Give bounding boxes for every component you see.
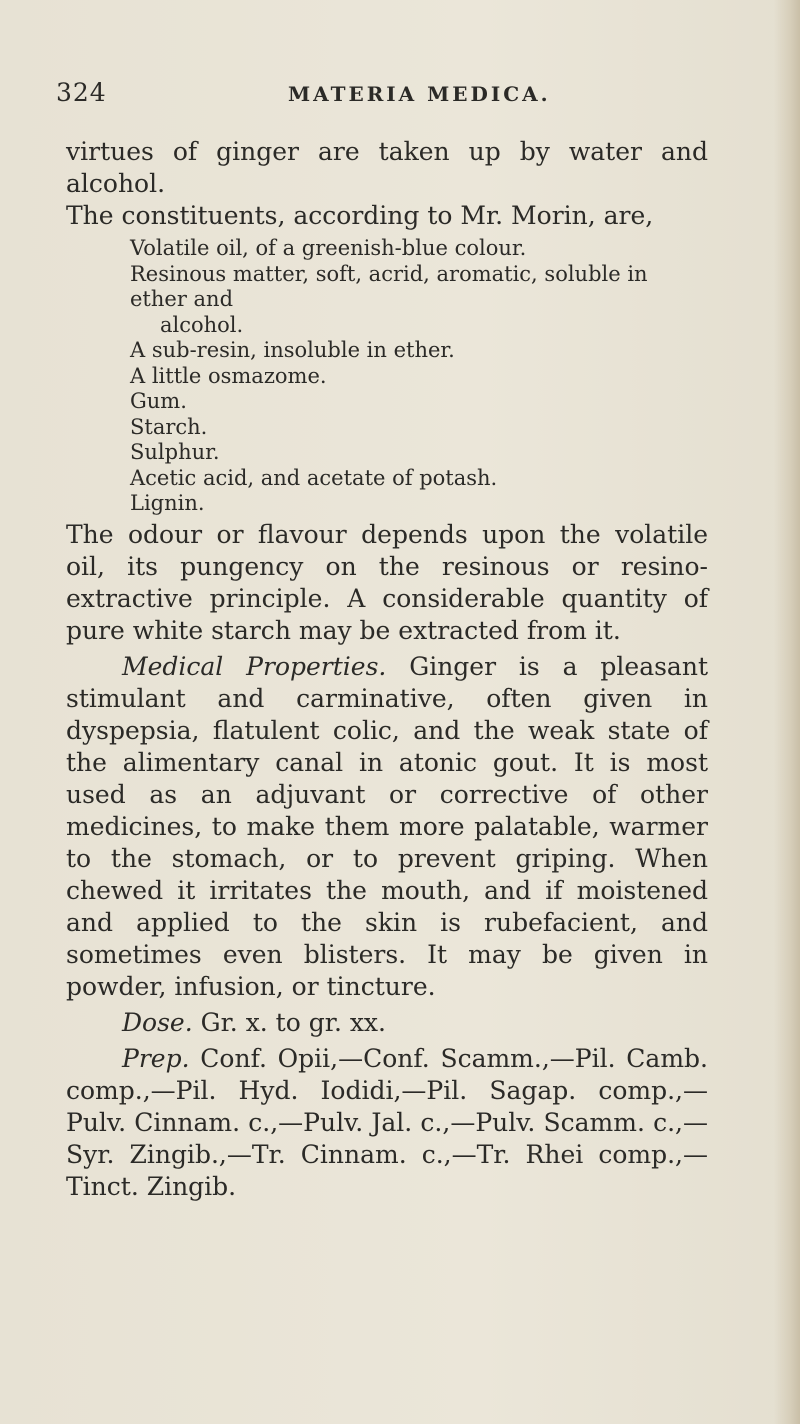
constituents-list: [130, 236, 708, 517]
list-item: A sub-resin, insoluble in ether.: [130, 338, 455, 362]
prep-text: Conf. Opii,—Conf. Scamm.,—Pil. Camb. comp.,—Pil. Hyd. Iodidi,—Pil. Sagap. comp.,—Pulv. Cinnam. c.,—Pulv. Jal. c.,—Pulv. Scamm. c.,—Syr. Zingib.,—Tr. Cinnam. c.,—Tr. Rhei comp.,—Tinct. Zingib.: [66, 1043, 708, 1201]
body-text: [66, 136, 708, 1203]
medical-properties-text: Ginger is a pleasant stimulant and carminative, often given in dyspepsia, flatulent colic, and the weak state of the alimentary canal in atonic gout. It is most used as an adjuvant or corrective of other medicines, to make them more palatable, warmer to the stomach, or to prevent griping. When chewed it irritates the mouth, and if moistened and applied to the skin is rubefacient, and sometimes even blisters. It may be given in powder, infusion, or tincture.: [66, 651, 708, 1001]
list-item: Lignin.: [130, 491, 205, 515]
page-header: [56, 78, 656, 114]
dose-heading: Dose.: [122, 1007, 193, 1037]
list-item: Resinous matter, soft, acrid, aromatic, soluble in ether and: [130, 261, 648, 311]
list-item: A little osmazome.: [130, 363, 327, 388]
intro-line-2: The constituents, according to Mr. Morin, are,: [66, 201, 654, 230]
dose-paragraph: [66, 1007, 708, 1039]
running-head: MATERIA MEDICA.: [288, 82, 551, 106]
medical-properties-paragraph: [66, 651, 708, 1003]
prep-paragraph: [66, 1043, 708, 1203]
list-item: Acetic acid, and acetate of potash.: [130, 465, 498, 490]
list-item: Gum.: [130, 389, 187, 413]
list-item: alcohol.: [160, 312, 244, 337]
list-item: Volatile oil, of a greenish-blue colour.: [130, 236, 527, 260]
intro-line-1: virtues of ginger are taken up by water and alcohol.: [66, 137, 708, 198]
page-edge-shadow: [774, 0, 800, 1424]
prep-heading: Prep.: [122, 1043, 190, 1073]
odour-paragraph: The odour or flavour depends upon the volatile oil, its pungency on the resinous or resino-extractive principle. A considerable quantity of pure white starch may be extracted from it.: [66, 519, 708, 645]
medical-properties-heading: Medical Properties.: [122, 651, 387, 681]
list-item: Sulphur.: [130, 440, 220, 464]
list-item: Starch.: [130, 414, 208, 439]
dose-text: Gr. x. to gr. xx.: [200, 1007, 386, 1037]
page-number: 324: [56, 78, 107, 107]
